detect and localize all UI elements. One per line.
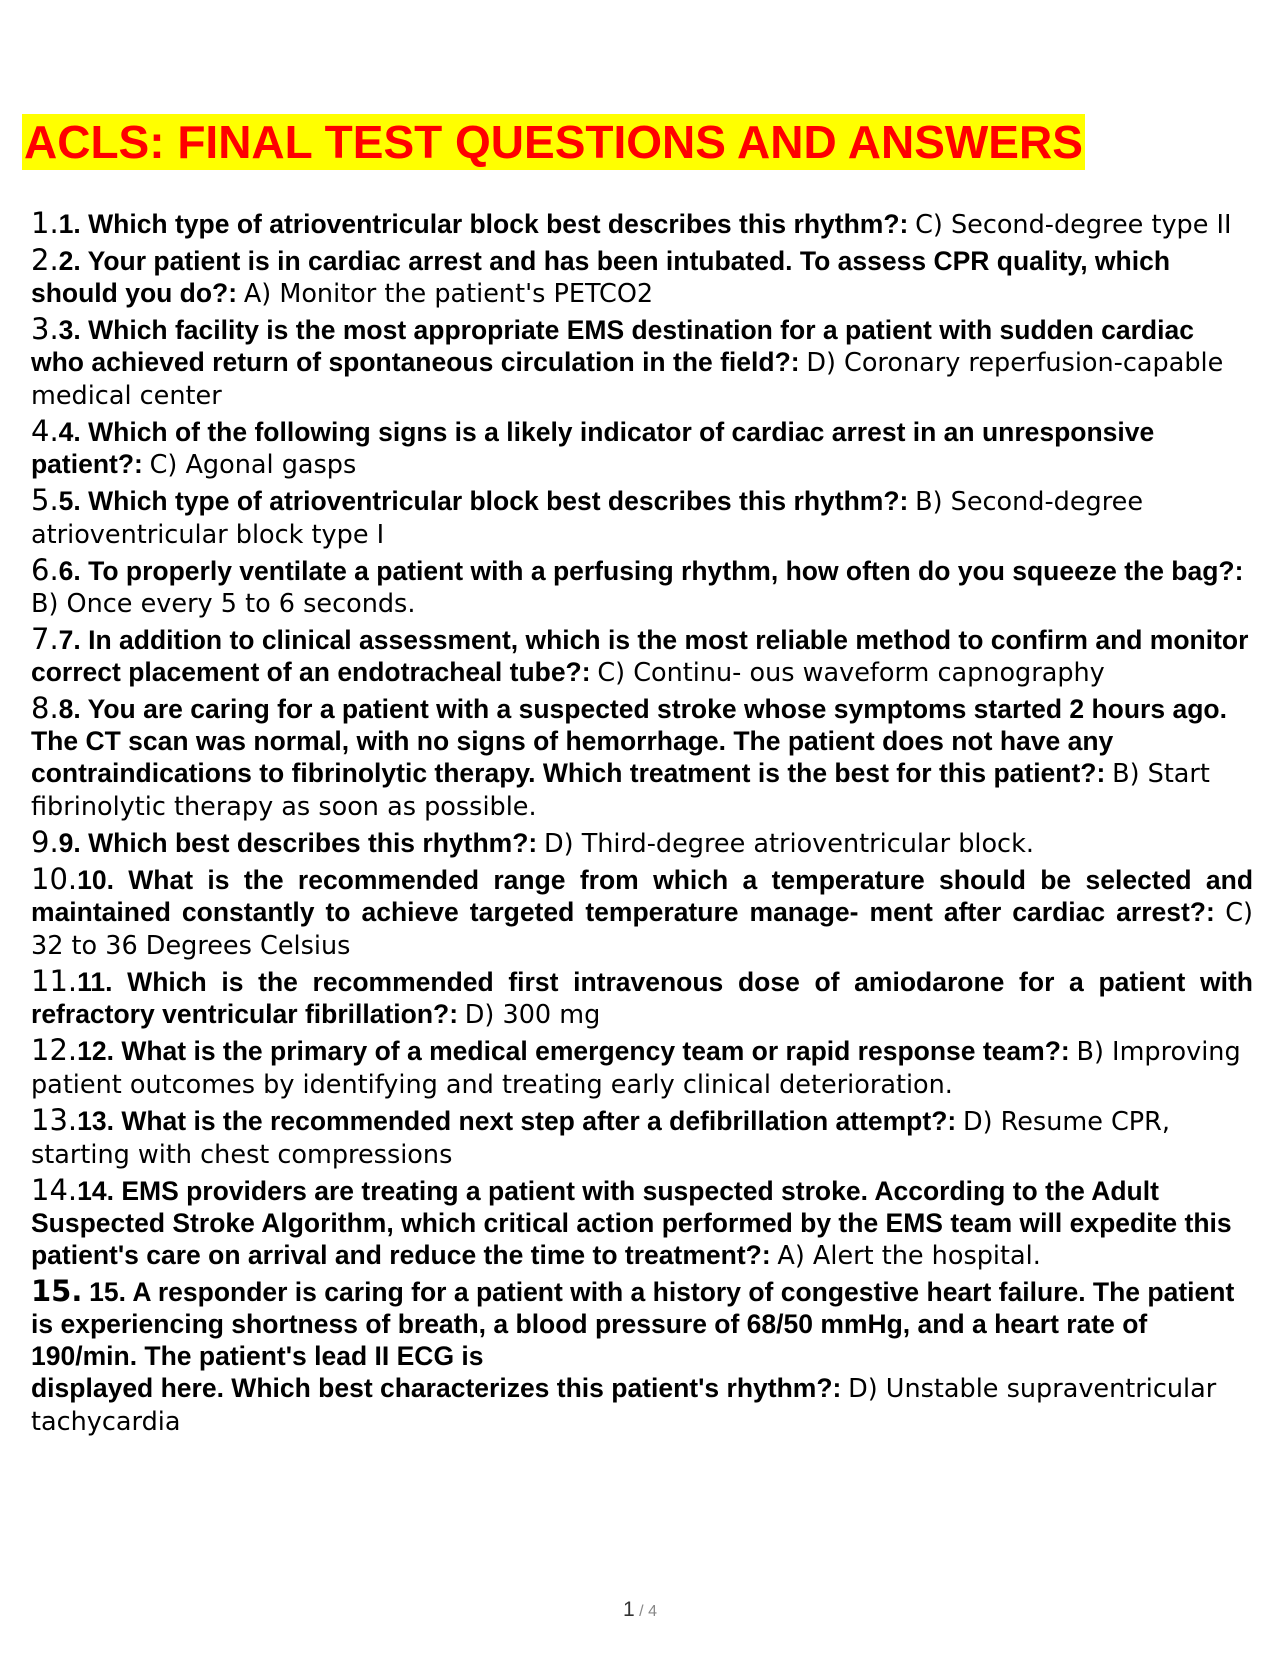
- question-item-11: [31, 965, 1253, 1031]
- question-text: 14. EMS providers are treating a patient with suspected stroke. According to the Adult Suspected Stroke Algorithm, which critical action performed by the EMS team will expedite this patient's care on arrival and reduce the time to treatment?:: [31, 1176, 1232, 1270]
- current-page-number: 1: [623, 1598, 635, 1621]
- page-indicator: [0, 1598, 1280, 1622]
- answer-text: A) Alert the hospital.: [777, 1241, 1041, 1271]
- question-number: 3.: [31, 312, 59, 346]
- question-number: 10.: [31, 862, 78, 896]
- answer-text: B) Once every 5 to 6 seconds.: [31, 589, 416, 619]
- question-text: 8. You are caring for a patient with a suspected stroke whose symptoms started 2 hours ago. The CT scan was normal, with no signs of hemorrhage. The patient does not have any contraindications to fibrinolytic therapy. Which treatment is the best for this patient?:: [31, 694, 1227, 788]
- question-item-1: [31, 207, 1253, 241]
- question-number: 15.: [31, 1274, 83, 1308]
- answer-text: D) 300 mg: [464, 1000, 601, 1030]
- answer-text: C) 32 to 36 Degrees Celsius: [31, 898, 1254, 961]
- answer-text: D) Unstable supraventricular tachycardia: [31, 1374, 1217, 1437]
- question-number: 8.: [31, 691, 59, 725]
- question-item-5: [31, 484, 1253, 551]
- answer-text: D) Resume CPR, starting with chest compressions: [31, 1107, 1171, 1170]
- question-number: 14.: [31, 1173, 78, 1207]
- question-item-10: [31, 863, 1253, 962]
- question-text: 7. In addition to clinical assessment, which is the most reliable method to confirm and monitor correct placement of an endotracheal tube?:: [31, 625, 1249, 687]
- question-number: 13.: [31, 1103, 78, 1137]
- question-text: 11. Which is the recommended first intravenous dose of amiodarone for a patient with refractory ventricular fibrillation?:: [31, 967, 1253, 1029]
- answer-text: B) Start fibrinolytic therapy as soon as possible.: [31, 759, 1210, 822]
- question-number: 11.: [31, 964, 78, 998]
- question-item-6: [31, 554, 1253, 620]
- page-separator: /: [639, 1603, 644, 1620]
- title-banner: [22, 114, 1085, 170]
- question-number: 12.: [31, 1033, 78, 1067]
- question-text: 5. Which type of atrioventricular block best describes this rhythm?:: [58, 486, 909, 516]
- page-title: ACLS: FINAL TEST QUESTIONS AND ANSWERS: [24, 116, 1083, 168]
- answer-text: D) Third-degree atrioventricular block.: [544, 829, 1034, 859]
- answer-text: C) Agonal gasps: [149, 450, 357, 480]
- question-text: 13. What is the recommended next step after a defibrillation attempt?:: [77, 1106, 957, 1136]
- question-item-14: [31, 1174, 1253, 1272]
- question-text: 12. What is the primary of a medical emergency team or rapid response team?:: [77, 1036, 1070, 1066]
- question-number: 7.: [31, 622, 59, 656]
- answer-text: C) Continu- ous waveform capnography: [597, 658, 1105, 688]
- question-text: 15. A responder is caring for a patient with a history of congestive heart failure. The patient is experiencing shortness of breath, a blood pressure of 68/50 mmHg, and a heart rate of 190/min. The patient's lead II ECG is: [31, 1277, 1235, 1371]
- question-list: [31, 207, 1253, 1441]
- question-text: 3. Which facility is the most appropriate EMS destination for a patient with sudden cardiac who achieved return of spontaneous circulation in the field?:: [31, 315, 1194, 377]
- question-text: 9. Which best describes this rhythm?:: [58, 828, 538, 858]
- question-item-3: [31, 313, 1253, 412]
- answer-text: A) Monitor the patient's PETCO2: [243, 279, 654, 309]
- question-text-continued: displayed here. Which best characterizes this patient's rhythm?:: [31, 1373, 842, 1403]
- question-number: 6.: [31, 553, 59, 587]
- question-number: 4.: [31, 414, 59, 448]
- question-item-7: [31, 623, 1253, 689]
- question-item-13: [31, 1104, 1253, 1171]
- answer-text: C) Second-degree type II: [915, 210, 1232, 240]
- question-item-12: [31, 1034, 1253, 1101]
- question-text: 10. What is the recommended range from which a temperature should be selected and maintained constantly to achieve targeted temperature manage- ment after cardiac arrest?:: [31, 865, 1253, 927]
- answer-text: B) Second-degree atrioventricular block type I: [31, 487, 1144, 550]
- question-text: 1. Which type of atrioventricular block best describes this rhythm?:: [58, 209, 909, 239]
- answer-text: B) Improving patient outcomes by identifying and treating early clinical deterioration.: [31, 1037, 1241, 1100]
- question-item-9: [31, 826, 1253, 860]
- answer-text: D) Coronary reperfusion-capable medical center: [31, 348, 1224, 411]
- question-number: 1.: [31, 206, 59, 240]
- question-item-2: [31, 244, 1253, 310]
- question-number: 5.: [31, 483, 59, 517]
- question-text: 6. To properly ventilate a patient with a perfusing rhythm, how often do you squeeze the bag?:: [58, 556, 1244, 586]
- question-text: 4. Which of the following signs is a likely indicator of cardiac arrest in an unresponsive patient?:: [31, 417, 1155, 479]
- question-number: 9.: [31, 825, 59, 859]
- question-item-8: [31, 692, 1253, 823]
- question-number: 2.: [31, 243, 59, 277]
- total-page-count: 4: [648, 1603, 657, 1620]
- question-item-4: [31, 415, 1253, 481]
- question-text: 2. Your patient is in cardiac arrest and has been intubated. To assess CPR quality, which should you do?:: [31, 246, 1171, 308]
- question-item-15: [31, 1275, 1253, 1438]
